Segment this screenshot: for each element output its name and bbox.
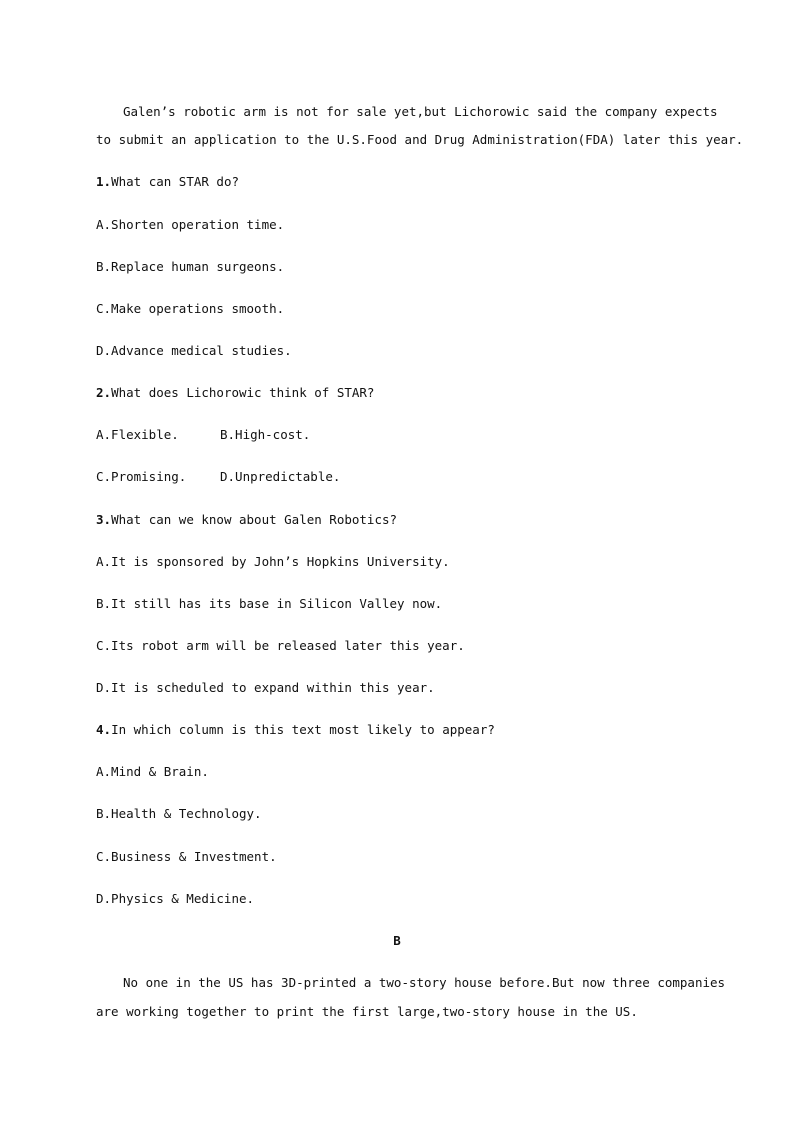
question-3-option-c: C.Its robot arm will be released later this year.	[96, 638, 465, 653]
question-3-number: 3.	[96, 512, 112, 527]
question-4	[96, 722, 495, 738]
question-1-option-d: D.Advance medical studies.	[96, 343, 292, 358]
question-2-number: 2.	[96, 385, 112, 400]
question-4-stem: In which column is this text most likely to appear?	[111, 722, 495, 737]
question-1-option-b: B.Replace human surgeons.	[96, 259, 285, 274]
question-3	[96, 512, 397, 528]
question-1-stem: What can STAR do?	[111, 174, 239, 189]
passage-b-line-2: are working together to print the first large,two-story house in the US.	[96, 1004, 638, 1019]
question-3-option-d: D.It is scheduled to expand within this year.	[96, 680, 435, 695]
question-1	[96, 174, 239, 190]
question-4-option-d: D.Physics & Medicine.	[96, 891, 255, 906]
question-3-option-b: B.It still has its base in Silicon Valley now.	[96, 596, 443, 611]
question-2-stem: What does Lichorowic think of STAR?	[111, 385, 375, 400]
question-2-option-d: D.Unpredictable.	[220, 469, 341, 484]
passage-a-line-1: Galen’s robotic arm is not for sale yet,but Lichorowic said the company expects	[123, 104, 718, 119]
passage-a-line-2: to submit an application to the U.S.Food and Drug Administration(FDA) later this year.	[96, 132, 744, 147]
question-4-number: 4.	[96, 722, 112, 737]
passage-b-line-1: No one in the US has 3D-printed a two-story house before.But now three companies	[123, 975, 726, 990]
question-4-option-a: A.Mind & Brain.	[96, 764, 209, 779]
section-b-heading: B	[393, 933, 401, 948]
question-2-option-a: A.Flexible.	[96, 427, 179, 442]
question-2-option-b: B.High-cost.	[220, 427, 311, 442]
question-2	[96, 385, 374, 401]
question-3-option-a: A.It is sponsored by John’s Hopkins University.	[96, 554, 450, 569]
question-3-stem: What can we know about Galen Robotics?	[111, 512, 398, 527]
question-4-option-c: C.Business & Investment.	[96, 849, 277, 864]
question-4-option-b: B.Health & Technology.	[96, 806, 262, 821]
question-2-option-c: C.Promising.	[96, 469, 187, 484]
question-1-option-c: C.Make operations smooth.	[96, 301, 285, 316]
question-1-option-a: A.Shorten operation time.	[96, 217, 285, 232]
question-1-number: 1.	[96, 174, 112, 189]
